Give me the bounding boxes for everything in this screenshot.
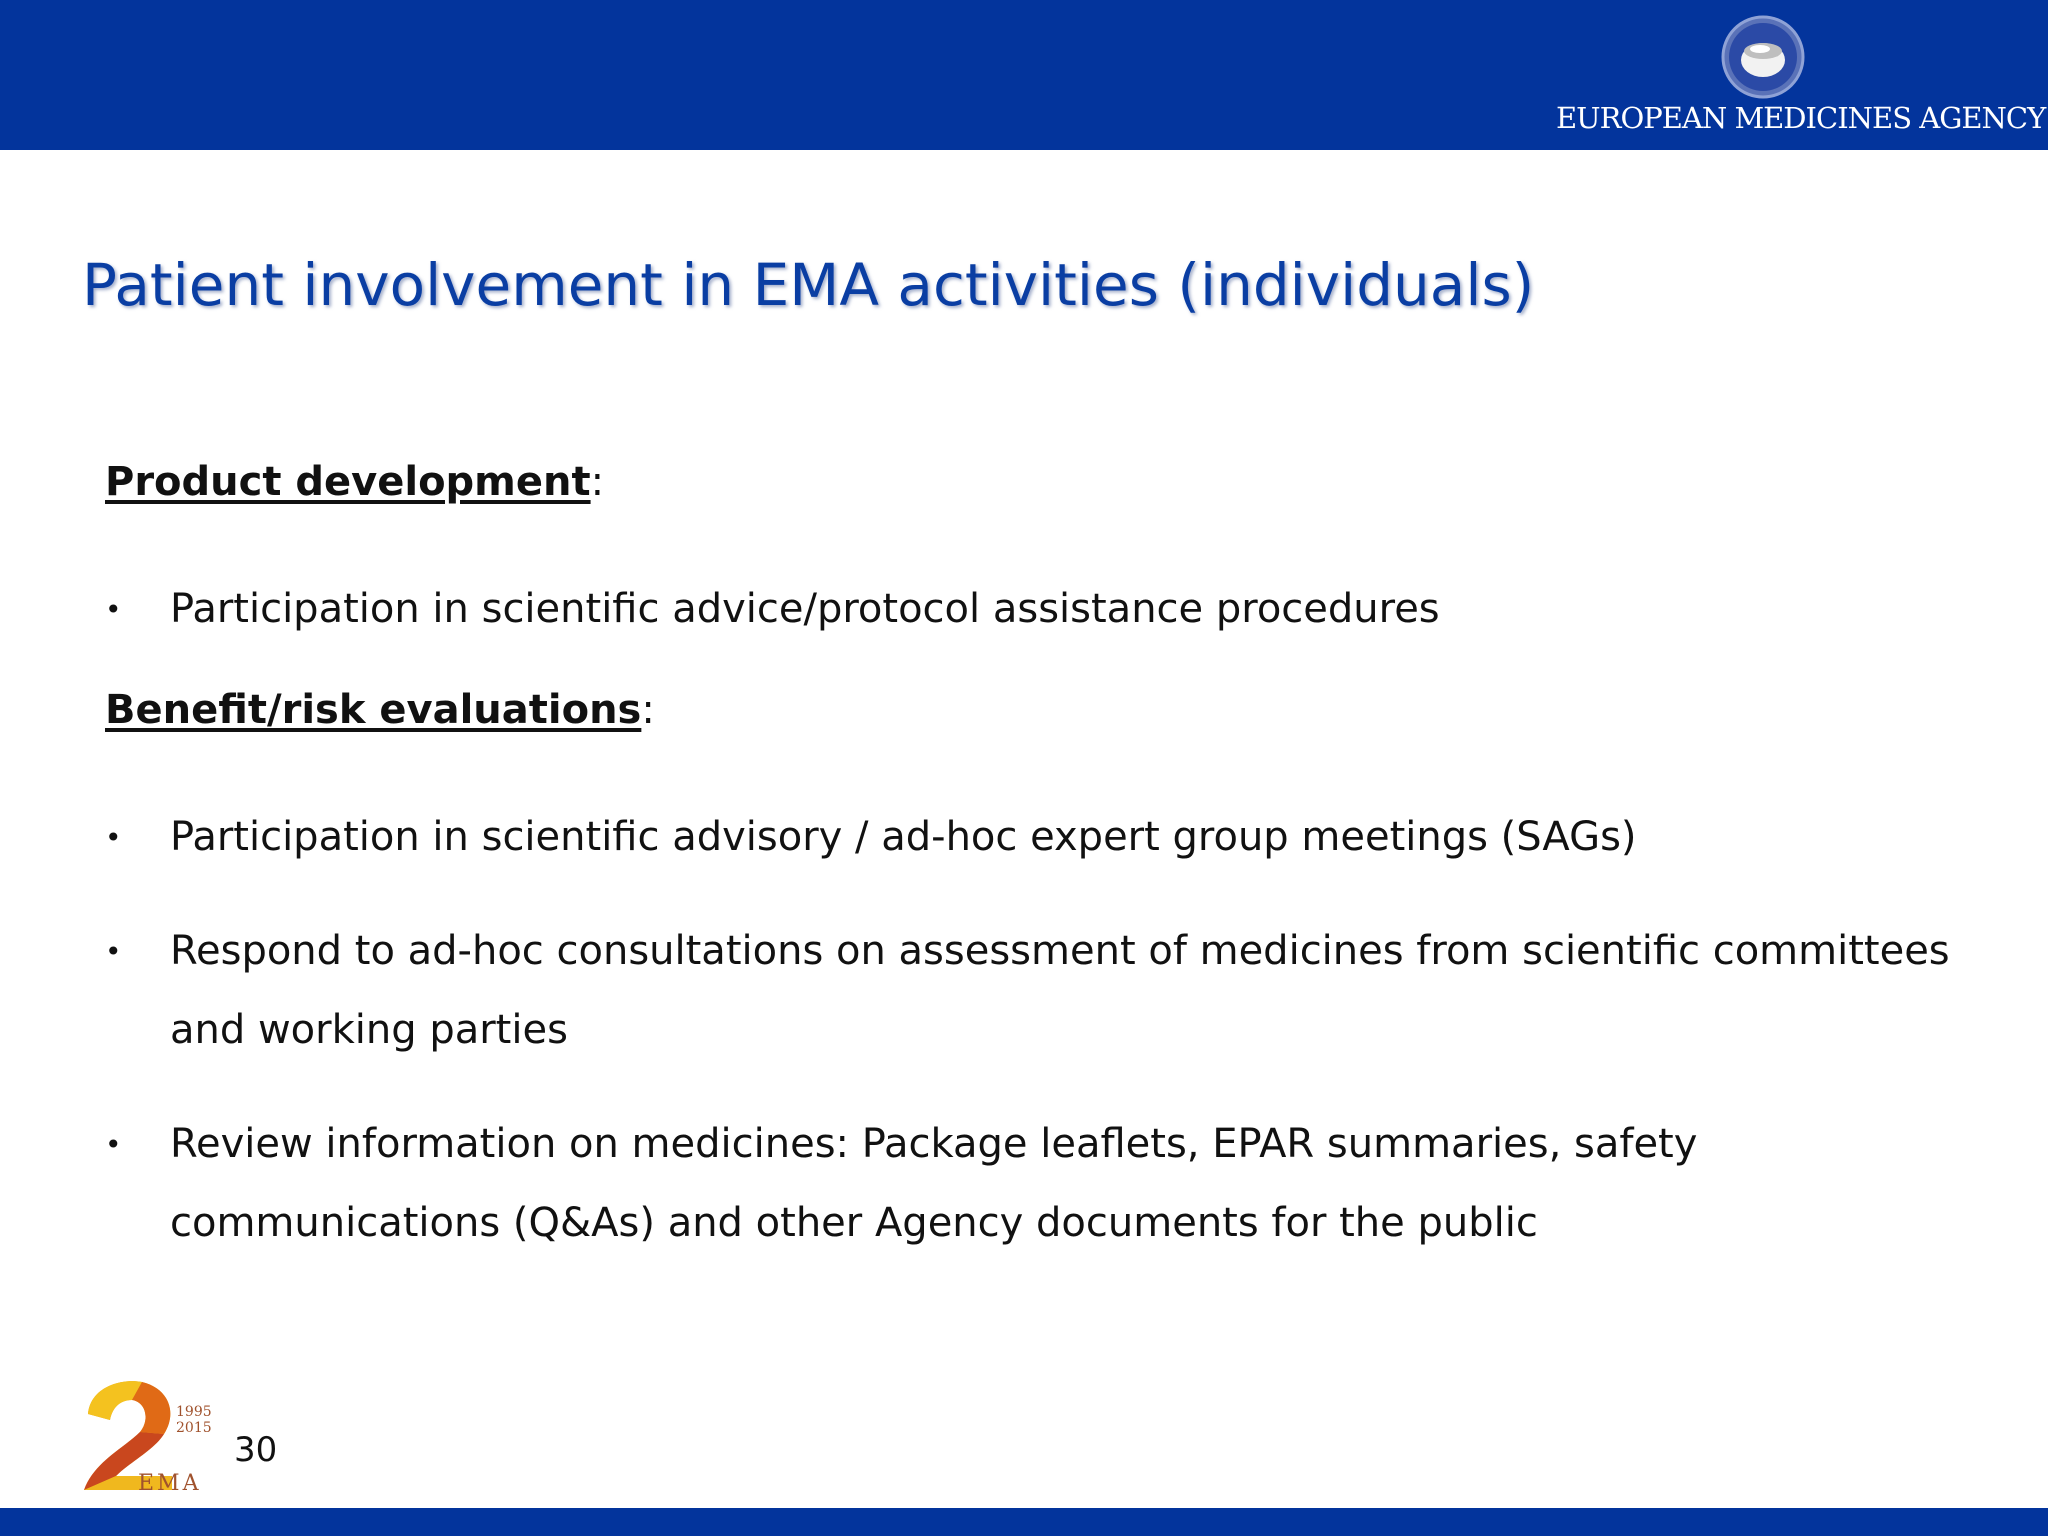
logo-year-start: 1995 (176, 1404, 212, 1420)
ema-20-years-logo (80, 1378, 220, 1494)
section-heading-product-development: Product development: (105, 459, 605, 505)
section-heading-benefit-risk: Benefit/risk evaluations: (105, 687, 655, 733)
page-number: 30 (234, 1430, 278, 1470)
logo-label: EMA (138, 1471, 202, 1494)
list-item: • Participation in scientific advisory / ad-hoc expert group meetings (SAGs) (105, 798, 1995, 877)
list-item: • Respond to ad-hoc consultations on assessment of medicines from scientific committees and working parties (105, 912, 1995, 1070)
agency-name: EUROPEAN MEDICINES AGENCY (1556, 101, 2046, 135)
bullet-icon: • (105, 1128, 122, 1161)
list-item: • Review information on medicines: Package leaflets, EPAR summaries, safety communications (Q&As) and other Agency documents for the public (105, 1105, 1995, 1263)
slide-title: Patient involvement in EMA activities (individuals) (82, 251, 1535, 319)
ema-emblem-icon (1720, 14, 1806, 100)
logo-year-end: 2015 (176, 1420, 212, 1436)
header-bar (0, 0, 2048, 150)
footer-bar (0, 1508, 2048, 1536)
bullet-icon: • (105, 821, 122, 854)
slide-content (105, 456, 1995, 1263)
bullet-icon: • (105, 593, 122, 626)
list-item: • Participation in scientific advice/protocol assistance procedures (105, 570, 1995, 649)
bullet-icon: • (105, 935, 122, 968)
